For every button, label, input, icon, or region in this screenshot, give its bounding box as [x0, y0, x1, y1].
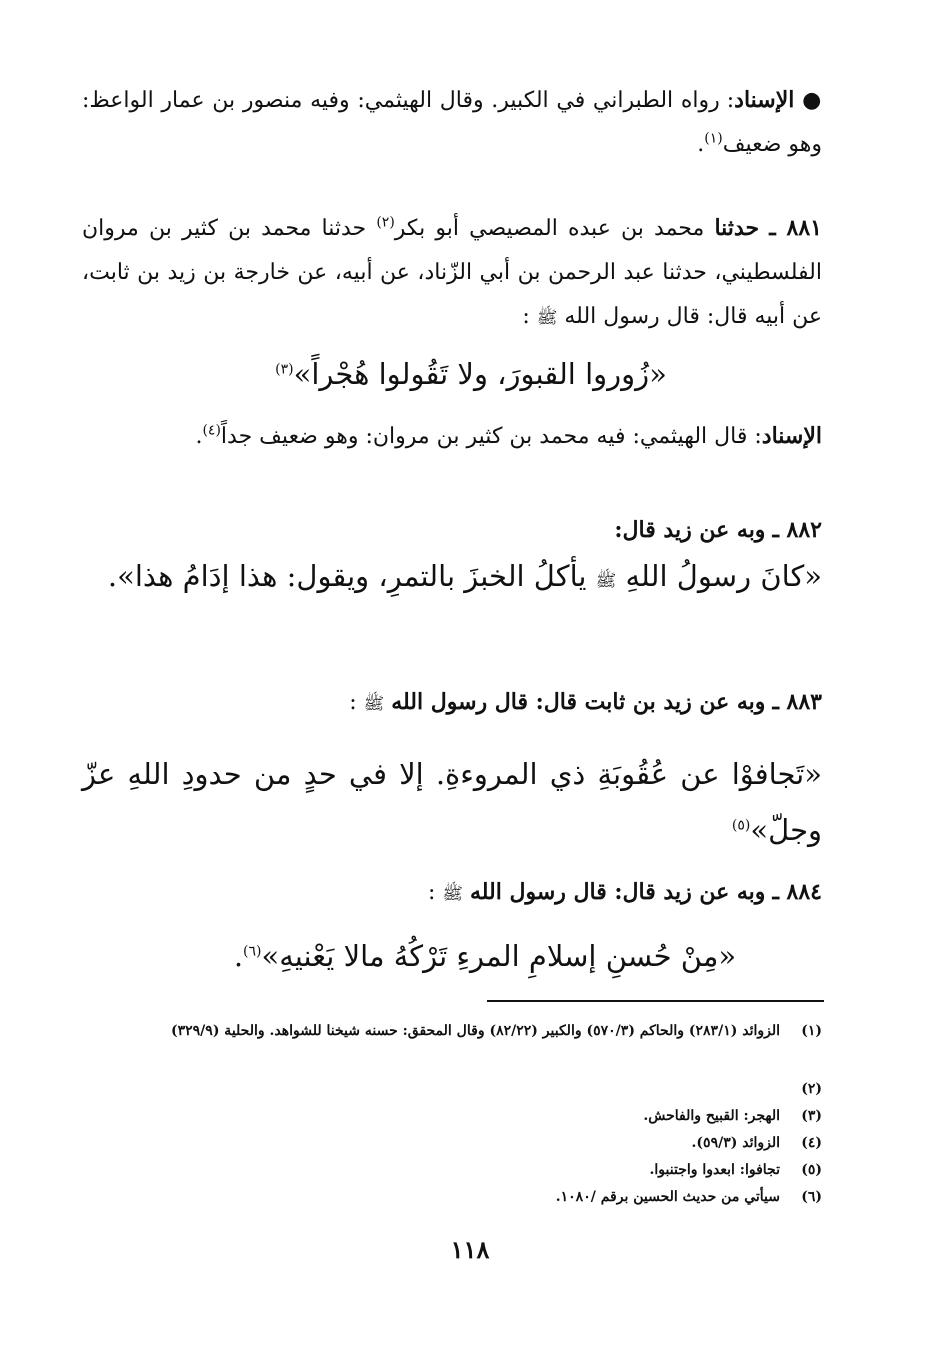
- footnote-text: تجافوا: ابعدوا واجتنبوا.: [649, 1162, 780, 1178]
- hadith-chain-2: حدثنا محمد بن كثير بن مروان الفلسطيني، حدثنا عبد الرحمن بن أبي الزّناد، عن أبيه، عن خارجة بن زيد بن ثابت، عن أبيه قال: قال رسول الله: [82, 216, 822, 329]
- bullet: ●: [794, 88, 822, 113]
- hadith-883-quote: [82, 746, 822, 858]
- quote-text-2: يأكلُ الخبزَ بالتمرِ، ويقول: هذا إدَامُ هذا».: [107, 559, 587, 593]
- footnote-text: الزوائد (٢٨٣/١) والحاكم (٥٧٠/٣) والكبير (٨٢/٢٢) وقال المحقق: حسنه شيخنا للشواهد. والحلية (٣٢٩/٩): [170, 1023, 780, 1039]
- footnote-ref: (٦): [243, 943, 262, 960]
- hadith-884: ٨٨٤ ـ وبه عن زيد قال: قال رسول الله ﷺ :: [427, 879, 822, 905]
- isnad-paragraph-top: ● الإسناد: رواه الطبراني في الكبير. وقال الهيثمي: وفيه منصور بن عمار الواعظ: وهو ضعيف$^{(١)}$.: [82, 87, 822, 157]
- footnote-5: [82, 1159, 822, 1181]
- hadith-884-quote: «مِنْ حُسنِ إسلامِ المرءِ تَرْكُهُ مالا يَعْنيهِ»$^{(٦)}$.: [233, 939, 737, 973]
- quote-text: «تَجافوْا عن عُقُوبَةِ ذي المروءةِ. إلا في حدٍ من حدودِ اللهِ عزّ وجلّ»: [82, 757, 822, 847]
- footnote-text: الهجر: القبيح والفاحش.: [643, 1108, 780, 1124]
- page-number: ١١٨: [450, 1235, 490, 1264]
- hadith-882: [82, 508, 822, 553]
- hadith-881: ٨٨١ ـ حدثنا محمد بن عبده المصيصي أبو بكر$^{(٢)}$ حدثنا محمد بن كثير بن مروان الفلسطيني، حدثنا عبد الرحمن بن أبي الزّناد، عن أبيه، عن خارجة بن زيد بن ثابت، عن أبيه قال: قال رسول الله ﷺ :: [82, 214, 822, 329]
- salawat-glyph: ﷺ: [442, 884, 463, 904]
- footnote-text: الزوائد (٥٩/٣).: [691, 1135, 780, 1151]
- isnad-label: الإسناد: [734, 87, 795, 113]
- isnad-text: : رواه الطبراني في الكبير. وقال الهيثمي: وفيه منصور بن عمار الواعظ: وهو ضعيف: [82, 88, 822, 157]
- hadith-number: ٨٨٢ ـ: [772, 517, 822, 543]
- footnote-divider: [487, 1000, 824, 1002]
- hadith-881-quote: [120, 346, 822, 402]
- footnote-1: [82, 1020, 822, 1042]
- salawat-glyph: ﷺ: [595, 571, 617, 591]
- footnote-text: سيأتي من حديث الحسين برقم /١٠٨٠.: [555, 1189, 780, 1205]
- hadith-intro: وبه عن زيد بن ثابت قال: قال رسول الله: [391, 689, 766, 715]
- isnad-881: الإسناد: قال الهيثمي: فيه محمد بن كثير بن مروان: وهو ضعيف جداً$^{(٤)}$.: [195, 422, 822, 449]
- quote-text: «زُوروا القبورَ، ولا تَقُولوا هُجْراً»: [293, 357, 667, 391]
- footnote-number: (١): [801, 1023, 822, 1039]
- hadith-intro: وبه عن زيد قال:: [614, 517, 766, 543]
- footnote-number: (٦): [801, 1189, 822, 1205]
- hadith-intro: وبه عن زيد قال: قال رسول الله: [469, 879, 766, 905]
- footnote-ref: (٤): [202, 422, 221, 439]
- footnote-number: (٣): [801, 1108, 822, 1124]
- footnote-ref: (٥): [731, 817, 751, 834]
- footnote-ref: (٣): [275, 361, 294, 378]
- hadith-lead: حدثنا: [714, 215, 760, 241]
- quote-text-1: «كانَ رسولُ اللهِ: [625, 559, 822, 593]
- isnad-text: : قال الهيثمي: فيه محمد بن كثير بن مروان: وهو ضعيف جداً: [220, 424, 762, 449]
- footnote-number: (٤): [801, 1135, 822, 1151]
- footnote-ref: (٢): [376, 214, 395, 231]
- hadith-number: ٨٨٣ ـ: [772, 689, 822, 715]
- hadith-number: ٨٨١ ـ: [769, 215, 822, 241]
- footnote-2: [82, 1078, 822, 1100]
- salawat-glyph: ﷺ: [363, 694, 385, 714]
- footnote-4: [82, 1132, 822, 1154]
- hadith-882-quote: [82, 548, 822, 609]
- footnote-ref: (١): [704, 130, 723, 147]
- isnad-label: الإسناد: [761, 423, 822, 449]
- footnote-number: (٥): [801, 1162, 822, 1178]
- footnote-3: [82, 1105, 822, 1127]
- footnote-6: [82, 1186, 822, 1208]
- hadith-chain-1: محمد بن عبده المصيصي أبو بكر: [394, 216, 705, 241]
- footnote-number: (٢): [801, 1081, 822, 1097]
- hadith-883: ٨٨٣ ـ وبه عن زيد بن ثابت قال: قال رسول الله ﷺ :: [349, 689, 822, 715]
- quote-text: «مِنْ حُسنِ إسلامِ المرءِ تَرْكُهُ مالا يَعْنيهِ»: [261, 939, 737, 973]
- salawat-glyph: ﷺ: [536, 308, 558, 328]
- hadith-number: ٨٨٤ ـ: [772, 879, 822, 905]
